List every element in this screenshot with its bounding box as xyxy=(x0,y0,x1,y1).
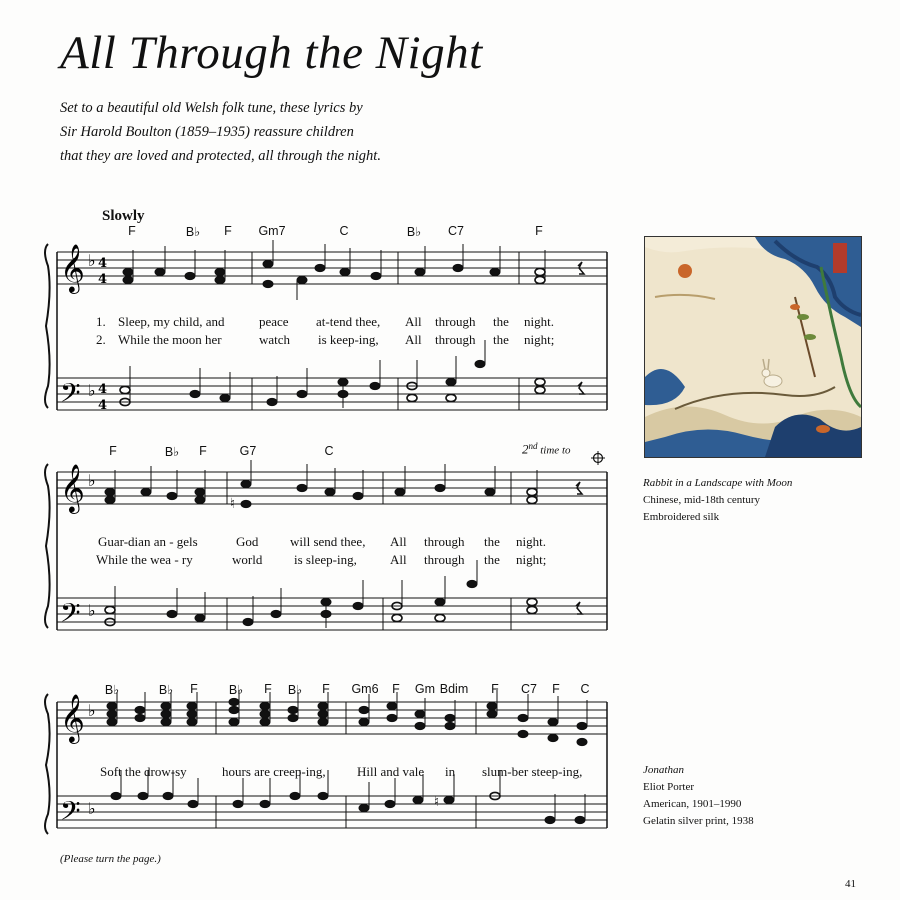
artwork-title: Rabbit in a Landscape with Moon xyxy=(643,477,793,489)
chord-symbol: Gm7 xyxy=(258,224,286,238)
svg-text:♭: ♭ xyxy=(88,381,96,400)
chord-symbol: F xyxy=(109,444,117,458)
chord-symbol: B♭ xyxy=(406,225,422,239)
artwork-caption xyxy=(643,475,792,526)
music-system-3 xyxy=(40,682,610,840)
chord-symbol: F xyxy=(322,682,330,696)
svg-text:𝄢: 𝄢 xyxy=(60,795,81,833)
svg-text:𝄞: 𝄞 xyxy=(60,243,85,292)
lyric-text: night. xyxy=(516,534,546,549)
verse-number: 1. xyxy=(96,314,106,329)
chord-symbol: B♭ xyxy=(158,683,174,697)
lyric-text: peace xyxy=(259,314,289,329)
svg-text:𝄞: 𝄞 xyxy=(60,463,85,512)
svg-text:𝄢: 𝄢 xyxy=(60,377,81,415)
svg-text:4: 4 xyxy=(98,256,108,271)
lyric-text: night; xyxy=(524,332,555,347)
embroidery-artwork xyxy=(644,236,862,458)
lyric-text: night. xyxy=(524,314,554,329)
chord-symbol: F xyxy=(199,444,207,458)
chord-symbol: F xyxy=(190,682,198,696)
svg-text:𝄞: 𝄞 xyxy=(60,693,85,742)
photo-caption-line: Eliot Porter xyxy=(643,781,695,793)
svg-text:♭: ♭ xyxy=(88,799,96,818)
lyric-text: the xyxy=(484,552,500,567)
svg-text:𝄢: 𝄢 xyxy=(60,597,81,635)
chord-symbol: Bdim xyxy=(439,682,469,696)
lyric-text: night; xyxy=(516,552,547,567)
chord-symbol: Gm6 xyxy=(351,682,379,696)
chord-symbol: F xyxy=(535,224,543,238)
chord-symbol: B♭ xyxy=(104,683,120,697)
artwork-caption-line: Chinese, mid-18th century xyxy=(643,494,761,506)
chord-symbol: B♭ xyxy=(287,683,303,697)
intro-line: Set to a beautiful old Welsh folk tune, these lyrics by xyxy=(60,100,363,116)
chord-symbol: F xyxy=(392,682,400,696)
intro-line: that they are loved and protected, all through the night. xyxy=(60,148,381,164)
svg-text:♮: ♮ xyxy=(434,794,440,810)
photo-title: Jonathan xyxy=(643,764,684,776)
lyric-text: hours are creep-ing, xyxy=(222,764,326,779)
intro-line: Sir Harold Boulton (1859–1935) reassure children xyxy=(60,124,354,140)
lyric-text: While the wea - ry xyxy=(96,552,193,567)
chord-symbol: B♭ xyxy=(228,683,244,697)
turn-page-note: (Please turn the page.) xyxy=(60,853,161,865)
lyric-text: in xyxy=(445,764,456,779)
lyric-text: through xyxy=(435,314,476,329)
lyric-text: through xyxy=(424,534,465,549)
song-title: All Through the Night xyxy=(60,27,483,79)
chord-symbol: B♭ xyxy=(185,225,201,239)
second-ending-marking: 2nd time to xyxy=(522,441,571,457)
music-system-2 xyxy=(40,441,610,636)
svg-text:4: 4 xyxy=(98,382,108,397)
lyric-text: Guar-dian an - gels xyxy=(98,534,198,549)
lyric-text: All xyxy=(405,332,422,347)
chord-symbol: F xyxy=(264,682,272,696)
chord-symbol: C7 xyxy=(521,682,537,696)
chord-symbol: G7 xyxy=(239,444,257,458)
lyric-text: through xyxy=(424,552,465,567)
chord-symbol: C7 xyxy=(448,224,464,238)
rabbit-landscape-image xyxy=(645,237,861,457)
chord-symbol: C xyxy=(580,682,590,696)
svg-text:♭: ♭ xyxy=(88,471,96,490)
page-number: 41 xyxy=(845,878,856,890)
lyric-text: slum-ber steep-ing, xyxy=(482,764,583,779)
chord-symbol: F xyxy=(491,682,499,696)
lyric-text: is keep-ing, xyxy=(318,332,379,347)
photo-caption-line: Gelatin silver print, 1938 xyxy=(643,815,754,827)
svg-text:♮: ♮ xyxy=(230,496,236,512)
lyric-text: God xyxy=(236,534,259,549)
tempo-marking: Slowly xyxy=(102,208,145,224)
lyric-text: the xyxy=(484,534,500,549)
chord-symbol: Gm xyxy=(414,682,436,696)
lyric-text: Sleep, my child, and xyxy=(118,314,225,329)
svg-text:♭: ♭ xyxy=(88,601,96,620)
chord-symbol: C xyxy=(339,224,349,238)
artwork-caption-line: Embroidered silk xyxy=(643,511,720,523)
music-system-1 xyxy=(40,224,610,416)
chord-symbol: F xyxy=(128,224,136,238)
chord-symbol: F xyxy=(552,682,560,696)
lyric-text: Soft the drow-sy xyxy=(100,764,187,779)
svg-text:4: 4 xyxy=(98,272,108,287)
lyric-text: All xyxy=(405,314,422,329)
svg-text:♭: ♭ xyxy=(88,701,96,720)
intro-text xyxy=(60,96,490,168)
lyric-text: is sleep-ing, xyxy=(294,552,357,567)
svg-text:♭: ♭ xyxy=(88,251,96,270)
lyric-text: All xyxy=(390,534,407,549)
chord-symbol: F xyxy=(224,224,232,238)
lyric-text: world xyxy=(232,552,263,567)
lyric-text: the xyxy=(493,314,509,329)
lyric-text: Hill and vale xyxy=(357,764,425,779)
lyric-text: the xyxy=(493,332,509,347)
lyric-text: watch xyxy=(259,332,291,347)
svg-text:4: 4 xyxy=(98,398,108,413)
lyric-text: through xyxy=(435,332,476,347)
lyric-text: While the moon her xyxy=(118,332,222,347)
lyric-text: will send thee, xyxy=(290,534,366,549)
photo-caption xyxy=(643,762,754,830)
photo-caption-line: American, 1901–1990 xyxy=(643,798,742,810)
chord-symbol: C xyxy=(324,444,334,458)
lyric-text: All xyxy=(390,552,407,567)
lyric-text: at-tend thee, xyxy=(316,314,381,329)
chord-symbol: B♭ xyxy=(164,445,180,459)
verse-number: 2. xyxy=(96,332,106,347)
